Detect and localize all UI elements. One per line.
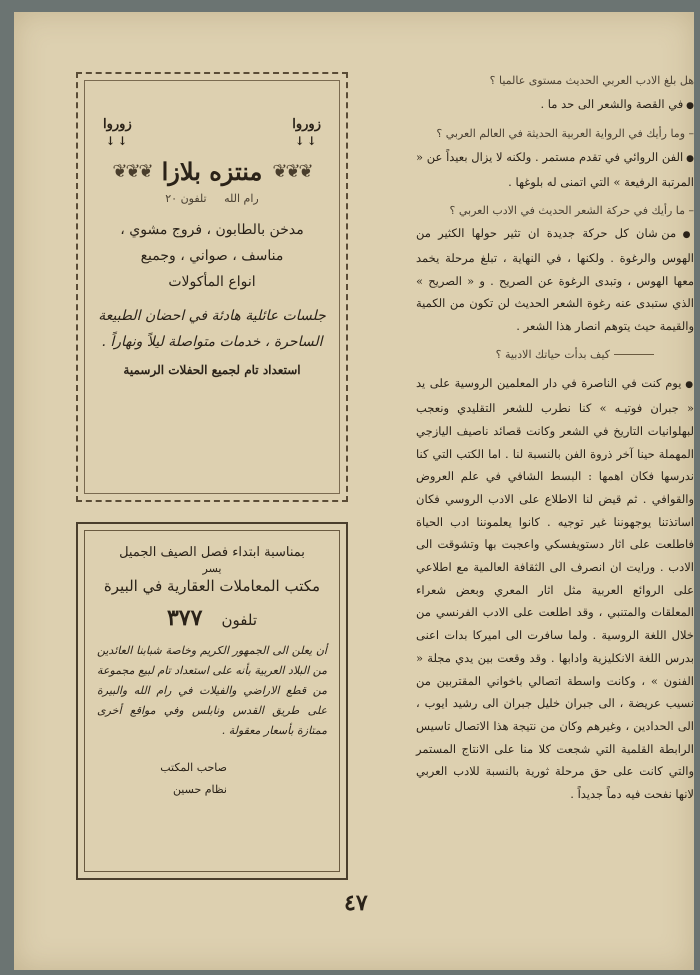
restaurant-contact bbox=[85, 192, 339, 205]
answer-3: ● من شان كل حركة جديدة ان تثير حولها الكثير من الهوس والرغوة . ولكنها ، في النهاية ، تبلغ مرحلة يخمد معها الهوس ، وتبدى الرغوة عن الصريح . و « الصريح » الذي ستبدى عنه رغوة الشعر الحديث لن تكون من الكمية والقيمة حيث يتوهم انصار هذا الشعر . bbox=[416, 222, 694, 338]
question-2: – وما رأيك في الرواية العربية الحديثة في العالم العربي ؟ bbox=[436, 127, 694, 141]
answer-4: ● يوم كنت في الناصرة في دار المعلمين الروسية على يد « جبران فوتيـه » كنا نطرب للشعر التقليدي ونعجب لبهلوانيات التاريخ في الشعر وكانت قصائد ناصيف اليازجي المهملة حينا آخر ذروة الفن بالنسبة لنا . اما الكتب التي كنا ندرسها فكان اهمها : البسط الشافي في علم العروض والقوافي . ثم قيض لنا الاطلاع على الادب الروسي فكان اساتذتنا يوجهوننا غير توجيه . كانوا يعلموننا ادب الحياة فاطلعت على اثار دستويفسكي واعجبت بها وتشوقت الى الادب . ورايت ان انصرف الى الثقافة العالمية مع اطلاعي على الروائع العربية مثل اثار المعري وبعض شعراء المعلقات والمتنبي ، وقد اطلعت على الادب الفرنسي من خلال اللغة الروسية . ولما سافرت الى اميركا بدات اعنى بدرس اللغة الانكليزية وادابها . وقد وقعت بين يدي مجلة « الفنون » ، وكانت واسطة اتصالي باخواني المقتربين من نسيب عريضة ، الى جبران خليل جبران الى رشيد ايوب ، الى الحدادين ، وغيرهم وكان من نتيجة هذا الاتصال تاسيس الرابطة القلمية التي شجعت كلا منا على الانتاج المستمر والتي كانت على حق مرحلة ثورية بالنسبة للادب العربي لانها نفحت فيه دماً جديداً . bbox=[416, 372, 694, 805]
real-estate-advertisement bbox=[76, 522, 348, 880]
visit-right-label: زوروا bbox=[292, 117, 321, 132]
restaurant-ready: استعداد تام لجميع الحفلات الرسمية bbox=[123, 363, 301, 377]
restaurant-advertisement bbox=[76, 72, 348, 502]
restaurant-city: رام الله bbox=[224, 192, 259, 205]
interview-column bbox=[416, 70, 694, 806]
office-body: أن يعلن الى الجمهور الكريم وخاصة شبابنا العائدين من البلاد العربية بأنه على استعداد تام لبيع مجموعة من قطع الاراضي والفيلات في رام الله والبيرة على طريق القدس ونابلس وفي مواقع أخرى ممتازة بأسعار معقولة . bbox=[97, 644, 327, 737]
office-owner bbox=[97, 757, 327, 801]
session-line: الساحرة ، خدمات متواصلة ليلاً ونهاراً . bbox=[101, 334, 323, 350]
brand-line bbox=[85, 157, 339, 186]
visit-left bbox=[103, 117, 132, 149]
office-phone-label: تلفون bbox=[221, 611, 258, 629]
visit-left-label: زوروا bbox=[103, 117, 132, 132]
office-line-2: يسر bbox=[202, 562, 222, 575]
ornament-icon: ❦❦❦ bbox=[112, 161, 152, 182]
menu-line: انواع المأكولات bbox=[168, 274, 256, 290]
brand-name: منتزه بلازا bbox=[161, 157, 263, 186]
restaurant-phone: تلفون ٢٠ bbox=[165, 192, 207, 205]
visit-right bbox=[292, 117, 321, 149]
page-number: ٤٧ bbox=[344, 890, 368, 916]
visit-row bbox=[85, 81, 339, 149]
answer-2: ● الفن الروائي في تقدم مستمر . ولكنه لا يزال بعيداً عن « المرتبة الرفيعة » التي اتمنى له بلوغها . bbox=[416, 146, 694, 193]
owner-label: صاحب المكتب bbox=[160, 761, 227, 774]
office-line-3: مكتب المعاملات العقارية في البيرة bbox=[103, 577, 321, 595]
menu-line: مدخن بالطابون ، فروج مشوي ، bbox=[120, 222, 304, 238]
down-arrows-icon: ↓↓ bbox=[294, 134, 319, 148]
office-phone-number: ٣٧٧ bbox=[166, 605, 203, 631]
menu-line: مناسف ، صواني ، وجميع bbox=[140, 248, 284, 264]
office-phone bbox=[97, 605, 327, 631]
question-1: هل بلغ الادب العربي الحديث مستوى عالميا ؟ bbox=[489, 74, 694, 87]
restaurant-sessions bbox=[85, 303, 339, 355]
office-line-1: بمناسبة ابتداء فصل الصيف الجميل bbox=[119, 545, 305, 560]
session-line: جلسات عائلية هادئة في احضان الطبيعة bbox=[98, 308, 326, 324]
down-arrows-icon: ↓↓ bbox=[105, 134, 130, 148]
question-4 bbox=[416, 344, 694, 367]
restaurant-menu bbox=[85, 217, 339, 295]
ornament-icon: ❦❦❦ bbox=[272, 161, 312, 182]
question-3: – ما رأيك في حركة الشعر الحديث في الادب العربي ؟ bbox=[449, 203, 694, 217]
answer-1: ● في القصة والشعر الى حد ما . bbox=[416, 93, 694, 118]
question-dash bbox=[614, 354, 654, 355]
owner-name: نظام حسين bbox=[172, 783, 227, 796]
question-4-text: كيف بدأت حياتك الادبية ؟ bbox=[495, 347, 610, 361]
magazine-page bbox=[14, 12, 694, 970]
